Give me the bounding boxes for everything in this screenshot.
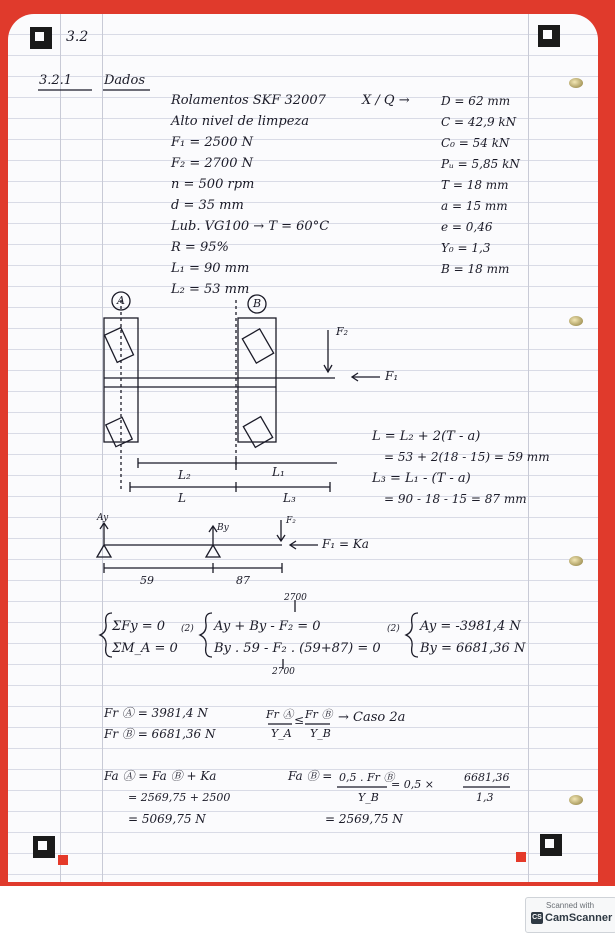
bearing-b-label: B: [253, 297, 262, 310]
ratio-b-num: Fr Ⓑ: [305, 708, 333, 721]
dim-label-l: L: [178, 491, 186, 505]
section-number: 3.2: [66, 29, 89, 45]
annotation-2700: 2700: [284, 593, 307, 603]
fbd-dim-87: 87: [236, 574, 250, 587]
given-line: F₁ = 2500 N: [171, 135, 253, 150]
roller-b-bottom: [243, 417, 272, 448]
fa-b-num: 0,5 . Fr Ⓑ: [339, 771, 395, 784]
ay-result: Ay = -3981,4 N: [420, 619, 521, 634]
calc-line: = 53 + 2(18 - 15) = 59 mm: [384, 450, 550, 464]
given-line: n = 500 rpm: [171, 177, 255, 192]
given-line: R = 95%: [171, 240, 229, 255]
watermark-caption: Scanned with: [545, 901, 595, 910]
calc-line: L₃ = L₁ - (T - a): [372, 471, 471, 486]
support-a-icon: [97, 545, 111, 557]
fa-b-num2: 6681,36: [464, 771, 510, 784]
spec-line: C₀ = 54 kN: [441, 136, 510, 150]
ratio-b-den: Y_B: [310, 727, 331, 740]
watermark-brand: CamScanner: [545, 912, 613, 924]
spec-line: B = 18 mm: [441, 262, 510, 276]
brace-middle: [200, 613, 212, 657]
fa-a-line2: = 2569,75 + 2500: [128, 791, 231, 804]
dim-label-l1: L₁: [272, 465, 285, 479]
support-b-icon: [206, 545, 220, 557]
fa-b-mid: = 0,5 ×: [391, 778, 434, 791]
fa-a-line3: = 5069,75 N: [128, 812, 206, 826]
spec-line: Pᵤ = 5,85 kN: [441, 157, 520, 171]
fbd-dim-59: 59: [140, 574, 154, 587]
spec-line: Y₀ = 1,3: [441, 241, 491, 255]
fbd-f2-label: F₂: [286, 516, 296, 526]
spec-line: D = 62 mm: [441, 94, 511, 108]
sum-forces: ΣFy = 0: [112, 619, 165, 634]
eq-marker: (2): [387, 624, 400, 634]
given-line: Alto nivel de limpeza: [171, 114, 309, 129]
spec-line: a = 15 mm: [441, 199, 508, 213]
subsection-number: 3.2.1: [39, 73, 73, 88]
by-label: By: [217, 523, 229, 533]
spec-line: T = 18 mm: [441, 178, 509, 192]
dim-label-l2: L₂: [178, 468, 191, 482]
calc-line: L = L₂ + 2(T - a): [372, 429, 481, 444]
equation-1: Ay + By - F₂ = 0: [214, 619, 321, 634]
given-line: F₂ = 2700 N: [171, 156, 253, 171]
fa-b-result: = 2569,75 N: [325, 812, 403, 826]
subsection-title: Dados: [104, 73, 145, 88]
camscanner-logo-icon: CS: [531, 912, 543, 924]
ratio-a-den: Y_A: [271, 727, 292, 740]
f2-label: F₂: [336, 325, 349, 338]
sum-moments: ΣM_A = 0: [112, 641, 178, 656]
fa-b-den: Y_B: [358, 791, 379, 804]
by-result: By = 6681,36 N: [420, 641, 526, 656]
annotation-2700: 2700: [272, 667, 295, 677]
calc-line: = 90 - 18 - 15 = 87 mm: [384, 492, 527, 506]
fbd-f1-label: F₁ = Ka: [322, 537, 369, 551]
given-line: d = 35 mm: [171, 198, 244, 213]
f1-label: F₁: [385, 369, 399, 383]
spec-line: e = 0,46: [441, 220, 493, 234]
fa-a-line1: Fa Ⓐ = Fa Ⓑ + Ka: [104, 769, 217, 783]
equation-2: By . 59 - F₂ . (59+87) = 0: [214, 641, 381, 656]
given-line: L₁ = 90 mm: [171, 261, 250, 276]
ratio-a-num: Fr Ⓐ: [266, 708, 294, 721]
dim-label-l3: L₃: [283, 491, 296, 505]
series-label: X / Q →: [362, 93, 410, 108]
bearing-a-label: A: [117, 294, 125, 307]
given-line: Lub. VG100 → T = 60°C: [171, 219, 330, 234]
case-label: → Caso 2a: [338, 710, 406, 725]
fa-b-den2: 1,3: [476, 791, 494, 804]
fr-b: Fr Ⓑ = 6681,36 N: [104, 727, 216, 741]
bearing-b-outline: [238, 318, 276, 442]
given-line: L₂ = 53 mm: [171, 282, 250, 297]
brace-right: [406, 613, 418, 657]
fa-b-lhs: Fa Ⓑ =: [288, 769, 333, 783]
ay-label: Ay: [97, 513, 109, 523]
eq-marker: (2): [181, 624, 194, 634]
brace-left: [100, 613, 112, 657]
spec-line: C = 42,9 kN: [441, 115, 517, 129]
roller-b-top: [242, 329, 273, 363]
scanner-watermark: [525, 897, 615, 933]
roller-a-top: [105, 328, 134, 363]
fr-a: Fr Ⓐ = 3981,4 N: [104, 706, 208, 720]
given-line: Rolamentos SKF 32007: [171, 93, 326, 108]
leq-sign: ≤: [294, 713, 305, 727]
